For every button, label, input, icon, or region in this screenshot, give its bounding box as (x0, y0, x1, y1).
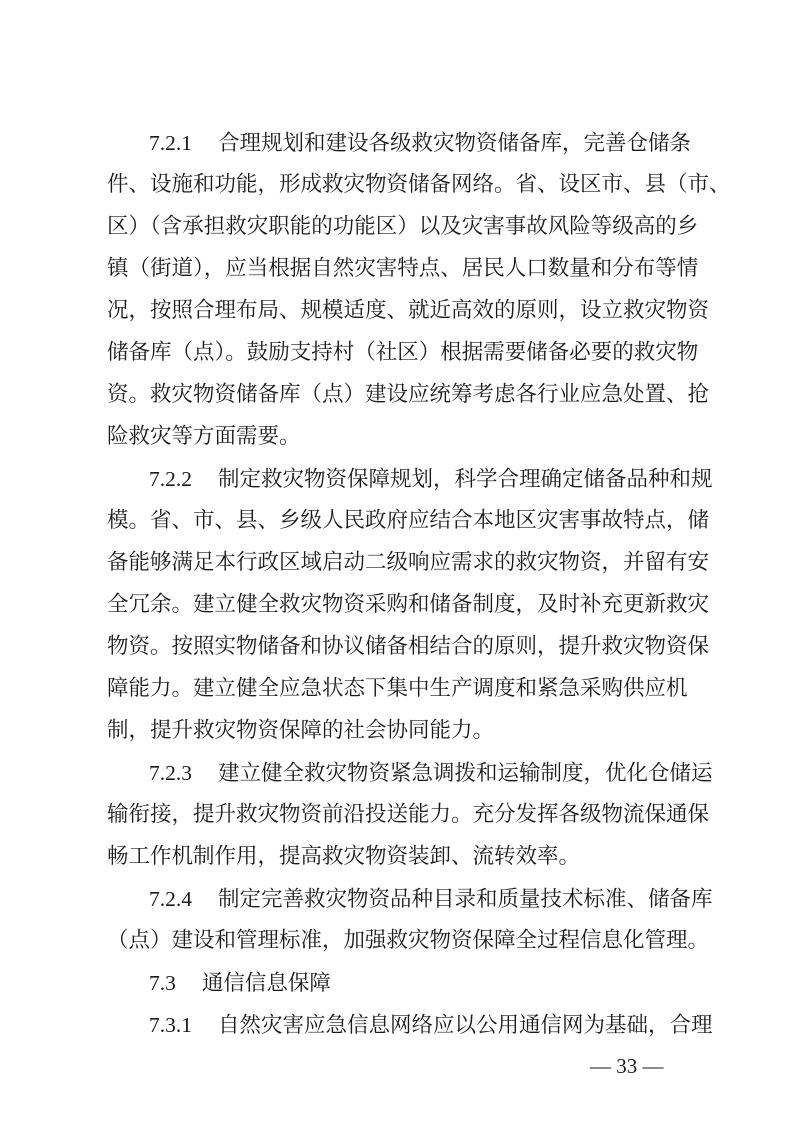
paragraph-line: 输衔接，提升救灾物资前沿投送能力。充分发挥各级物流保通保 (107, 802, 710, 827)
paragraph-text: 自然灾害应急信息网络应以公用通信网为基础，合理 (218, 1013, 713, 1038)
paragraph-line: （点）建设和管理标准，加强救灾物资保障全过程信息化管理。 (107, 928, 710, 953)
paragraph-line: 储备库（点）。鼓励支持村（社区）根据需要储备必要的救灾物 (107, 340, 699, 365)
paragraph-text: 合理规划和建设各级救灾物资储备库，完善仓储条 (218, 131, 692, 156)
paragraph-line: 全冗余。建立健全救灾物资采购和储备制度，及时补充更新救灾 (107, 592, 710, 617)
paragraph-text: 制定完善救灾物资品种目录和质量技术标准、储备库 (218, 887, 713, 912)
section-number: 7.3.1 (149, 1013, 192, 1037)
paragraph-line: 件、设施和功能，形成救灾物资储备网络。省、设区市、县（市、 (107, 172, 731, 197)
paragraph-line: 备能够满足本行政区域启动二级响应需求的救灾物资，并留有安 (107, 550, 710, 575)
section-number: 7.2.1 (149, 131, 192, 155)
paragraph-first-line (149, 129, 692, 157)
paragraph-line: 区）（含承担救灾职能的功能区）以及灾害事故风险等级高的乡 (107, 214, 699, 239)
paragraph-first-line (149, 1011, 713, 1039)
section-heading (149, 969, 687, 997)
paragraph-text: 建立健全救灾物资紧急调拨和运输制度，优化仓储运 (218, 761, 713, 786)
paragraph-line: 资。救灾物资储备库（点）建设应统筹考虑各行业应急处置、抢 (107, 382, 710, 407)
paragraph-first-line (149, 465, 713, 493)
page-number: — 33 — (590, 1054, 664, 1078)
section-number: 7.2.4 (149, 887, 192, 911)
paragraph-line: 模。省、市、县、乡级人民政府应结合本地区灾害事故特点，储 (107, 508, 710, 533)
paragraph-line: 险救灾等方面需要。 (107, 424, 301, 449)
paragraph-first-line (149, 759, 713, 787)
paragraph-line: 畅工作机制作用，提高救灾物资装卸、流转效率。 (107, 844, 581, 869)
section-heading-text: 通信信息保障 (201, 971, 331, 996)
section-number: 7.2.2 (149, 467, 192, 491)
paragraph-line: 物资。按照实物储备和协议储备相结合的原则，提升救灾物资保 (107, 634, 710, 659)
paragraph-line: 障能力。建立健全应急状态下集中生产调度和紧急采购供应机 (107, 676, 688, 701)
section-number: 7.3 (149, 971, 176, 995)
paragraph-text: 制定救灾物资保障规划，科学合理确定储备品种和规 (218, 467, 713, 492)
paragraph-first-line (149, 885, 713, 913)
section-number: 7.2.3 (149, 761, 192, 785)
paragraph-line: 况，按照合理布局、规模适度、就近高效的原则，设立救灾物资 (107, 298, 710, 323)
paragraph-line: 制，提升救灾物资保障的社会协同能力。 (107, 718, 495, 743)
paragraph-line: 镇（街道），应当根据自然灾害特点、居民人口数量和分布等情 (107, 256, 699, 281)
